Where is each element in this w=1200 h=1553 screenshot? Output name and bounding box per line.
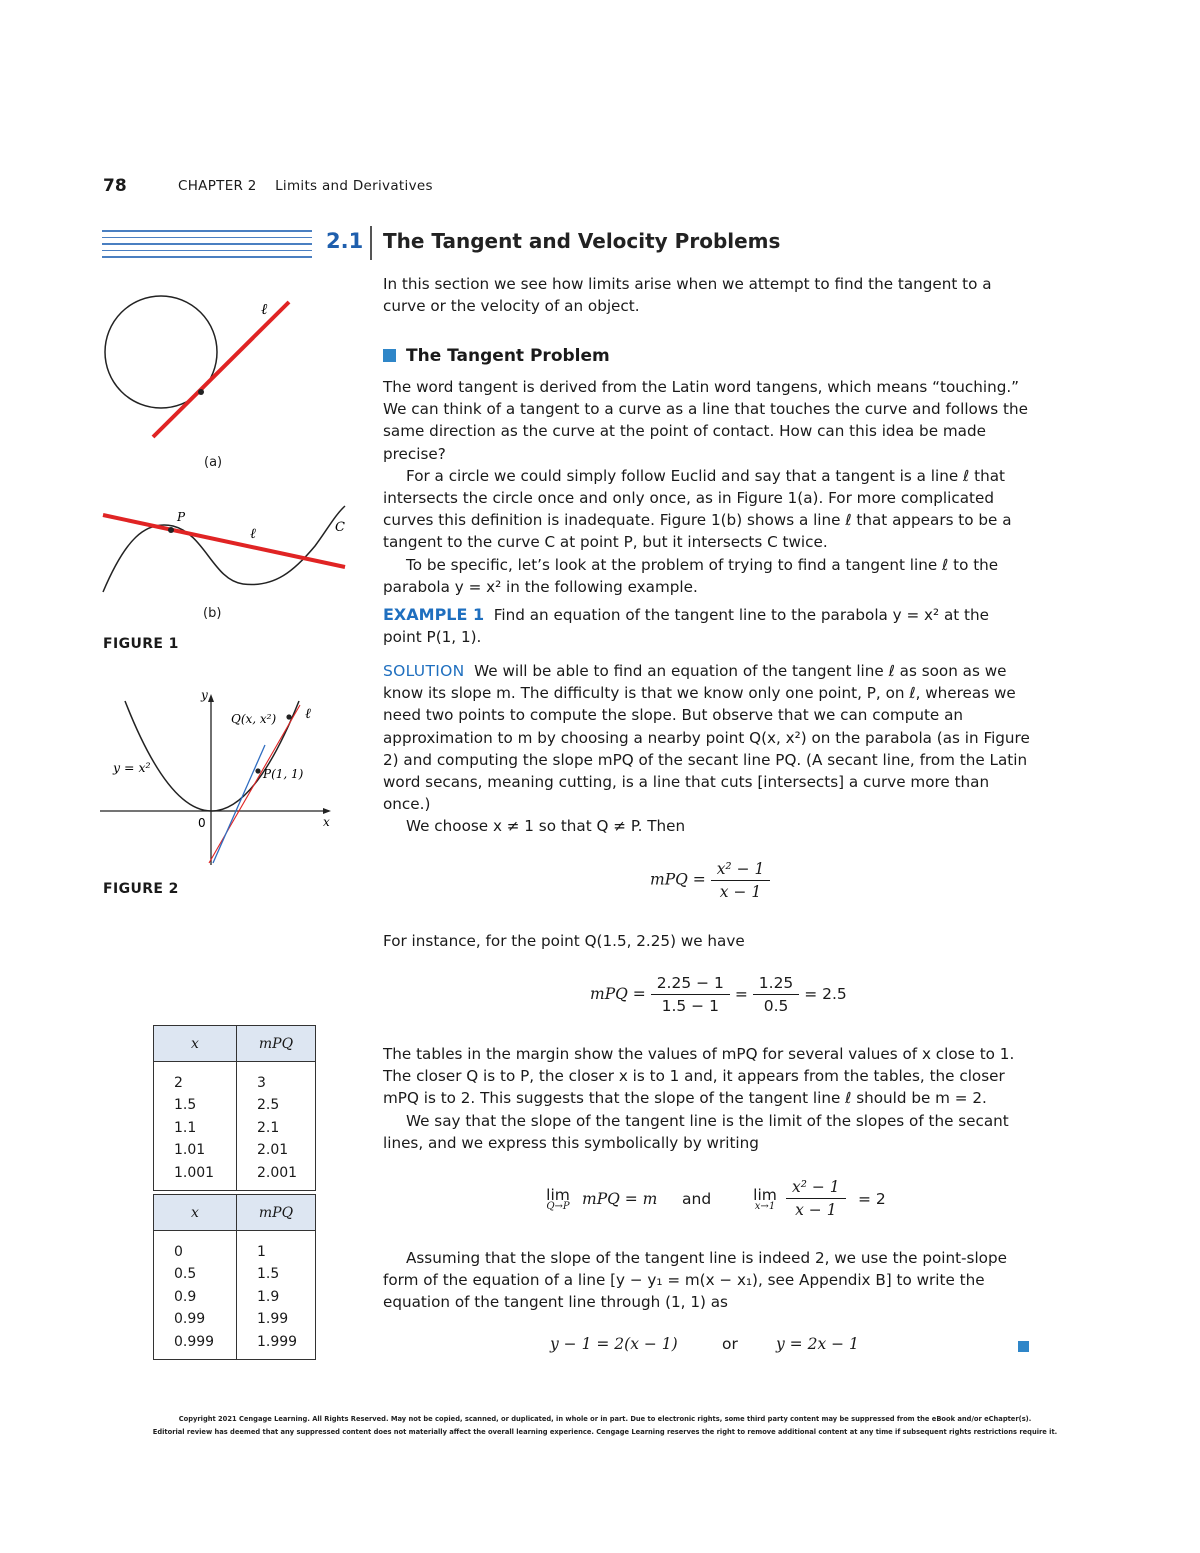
eq1-lhs: mPQ = — [650, 870, 706, 889]
t2-m2: 1.9 — [257, 1288, 280, 1305]
tangent-equation-left: y − 1 = 2(x − 1) — [550, 1335, 678, 1353]
tables-text: The tables in the margin show the values of mPQ for several values of x close to 1. The closer Q is to P, the closer x is to 1 and, it appears from the tables, the closer mPQ is to 2. This suggests that the slope of the tangent line ℓ should be m = 2. — [383, 1045, 1015, 1108]
equation-mpq — [650, 860, 770, 901]
t1-x4: 1.001 — [174, 1164, 215, 1181]
t2-m4: 1.999 — [257, 1333, 298, 1350]
limit-text: We say that the slope of the tangent line is the limit of the slopes of the secant lines, and we express this symbolically by writing — [383, 1111, 1009, 1152]
paragraph-1: The word tangent is derived from the Latin word tangens, which means “touching.” We can think of a tangent to a curve as a line that touches the curve and follows the same direction as the curve at the point of contact. How can this idea be made precise? — [383, 378, 1028, 463]
t2-header-m: mPQ — [237, 1195, 316, 1231]
tangent-line — [153, 302, 289, 437]
section-rule — [102, 230, 312, 263]
t2-x2: 0.9 — [174, 1288, 197, 1305]
example-statement — [383, 604, 1031, 648]
figure-1b — [95, 500, 350, 600]
t1-x3: 1.01 — [174, 1142, 206, 1159]
t1-header-x: x — [154, 1026, 237, 1062]
t1-header-m: mPQ — [237, 1026, 316, 1062]
point-p — [168, 527, 174, 533]
example-1 — [383, 604, 1031, 648]
example-text: Find an equation of the tangent line to the parabola y = x² at the point P(1, 1). — [383, 606, 989, 647]
lim2-result: = 2 — [858, 1190, 886, 1208]
eq2-den1: 1.5 − 1 — [661, 997, 719, 1015]
intro-text: In this section we see how limits arise when we attempt to find the tangent to a curve or the velocity of an object. — [383, 275, 992, 316]
t1-m0: 3 — [257, 1075, 266, 1091]
equation-instance — [590, 974, 847, 1015]
tangent-line-2 — [213, 745, 265, 863]
lim1-body: mPQ = m — [582, 1190, 658, 1208]
fig1b-p: P — [177, 510, 186, 524]
tangent-paragraphs — [383, 376, 1031, 598]
instance-paragraph — [383, 930, 1031, 952]
lim2-sub: x→1 — [754, 1201, 776, 1212]
curve-c — [103, 506, 345, 592]
chapter-label: CHAPTER 2 — [178, 178, 257, 194]
lim2-fraction — [786, 1178, 846, 1219]
t1-x2: 1.1 — [174, 1119, 197, 1136]
t2-x0: 0 — [174, 1244, 183, 1260]
assume-paragraph — [383, 1247, 1031, 1314]
eq2-lhs: mPQ = — [590, 985, 646, 1003]
lim1-sub: Q→P — [546, 1201, 570, 1212]
assume-text: Assuming that the slope of the tangent line is indeed 2, we use the point-slope form of the equation of a line [y − y₁ = m(x − x₁), see Appendix B] to write the equation of the tangent line through (1, 1) as — [383, 1249, 1007, 1312]
t1-x1: 1.5 — [174, 1097, 197, 1114]
equation-limits — [538, 1178, 938, 1224]
t2-x4: 0.999 — [174, 1333, 215, 1350]
tangent-line-b — [103, 515, 345, 567]
point-p-dot — [255, 768, 260, 773]
section-divider — [370, 226, 372, 260]
fig1a-caption: (a) — [204, 455, 223, 470]
t2-x1: 0.5 — [174, 1266, 197, 1283]
t2-x3: 0.99 — [174, 1311, 206, 1328]
t1-m4: 2.001 — [257, 1164, 298, 1181]
lim2-den: x − 1 — [795, 1201, 837, 1219]
paragraph-2: For a circle we could simply follow Euclid and say that a tangent is a line ℓ that intersects the circle once and only once, as in Figure 1(a). For more complicated curves this definition is inadequate. Figure 1(b) shows a line ℓ that appears to be a tangent to the curve C at point P, but it intersects C twice. — [383, 466, 1012, 552]
solution-paragraph — [383, 660, 1031, 815]
fig1b-caption: (b) — [203, 606, 222, 621]
copyright-line-1: Copyright 2021 Cengage Learning. All Rights Reserved. May not be copied, scanned, or duplicated, in whole or in part. Due to electronic rights, some third party content may be suppressed from the eBook and/or eChapter(s). — [178, 1415, 1032, 1423]
t2-m3: 1.99 — [257, 1311, 289, 1328]
eq2-equals: = — [734, 985, 748, 1003]
lim1 — [538, 1186, 578, 1212]
solution — [383, 660, 1031, 838]
lim2-top: lim — [753, 1186, 777, 1204]
solution-label: SOLUTION — [383, 662, 465, 680]
solution-text: We will be able to find an equation of the tangent line ℓ as soon as we know its slope m. The difficulty is that we know only one point, P, on ℓ, whereas we need two points to compute the slope. But observe that we can compute an approximation to m by choosing a nearby point Q(x, x²) on the parabola (as in Figure 2) and computing the slope mPQ of the secant line PQ. (A secant line, from the Latin word secans, meaning cutting, is a line that cuts [intersects] a curve more than once.) — [383, 662, 1030, 814]
section-title: The Tangent and Velocity Problems — [383, 229, 781, 253]
copyright-notice — [110, 1413, 1100, 1439]
t1-x0: 2 — [174, 1075, 183, 1091]
and-word: and — [682, 1190, 712, 1208]
figure-2 — [95, 685, 345, 870]
subheading — [383, 346, 610, 366]
eq2-num1: 2.25 − 1 — [651, 974, 730, 995]
tangent-point — [198, 389, 204, 395]
page-number: 78 — [103, 176, 127, 196]
lim1-top: lim — [546, 1186, 570, 1204]
fig2-origin: 0 — [198, 816, 206, 830]
figure-2-label: FIGURE 2 — [103, 881, 179, 897]
example-label: EXAMPLE 1 — [383, 605, 485, 624]
eq1-denominator: x − 1 — [719, 883, 762, 901]
t1-m2: 2.1 — [257, 1119, 280, 1136]
subheading-text: The Tangent Problem — [406, 346, 610, 366]
t1-col-x — [154, 1062, 237, 1191]
bullet-square-icon — [383, 349, 396, 362]
table-x-greater-than-1 — [153, 1025, 316, 1191]
t2-col-x — [154, 1231, 237, 1360]
instance-text: For instance, for the point Q(1.5, 2.25) we have — [383, 932, 745, 950]
t1-m1: 2.5 — [257, 1097, 280, 1114]
copyright-line-2: Editorial review has deemed that any suppressed content does not materially affect the overall learning experience. Cengage Learning reserves the right to remove additional content at any time if subsequent rights restrictions require it. — [152, 1428, 1058, 1436]
fig1b-ell: ℓ — [250, 526, 256, 542]
lim2 — [745, 1186, 785, 1212]
lim2-num: x² − 1 — [786, 1178, 846, 1199]
chapter-title: Limits and Derivatives — [275, 178, 433, 194]
fig2-x-label: x — [323, 815, 330, 829]
t2-m1: 1.5 — [257, 1266, 280, 1283]
eq1-numerator: x² − 1 — [711, 860, 771, 881]
t2-header-x: x — [154, 1195, 237, 1231]
paragraph-3: To be specific, let’s look at the problem of trying to find a tangent line ℓ to the parabola y = x² in the following example. — [383, 555, 999, 596]
point-q-dot — [286, 714, 291, 719]
tangent-equation-right: y = 2x − 1 — [776, 1335, 859, 1353]
t2-col-m — [237, 1231, 316, 1360]
fig2-q-label: Q(x, x²) — [231, 712, 277, 726]
eq2-num2: 1.25 — [753, 974, 800, 995]
figure-1a — [95, 285, 310, 455]
fig1b-c: C — [335, 520, 345, 535]
x-axis-arrow-icon — [323, 808, 331, 814]
t1-m3: 2.01 — [257, 1142, 289, 1159]
figure-1-label: FIGURE 1 — [103, 636, 179, 652]
end-of-example-icon — [1018, 1341, 1029, 1352]
intro-paragraph — [383, 273, 1031, 317]
tables-paragraph — [383, 1043, 1031, 1154]
eq2-fraction-2 — [753, 974, 800, 1015]
eq1-fraction — [711, 860, 771, 901]
fig1a-ell: ℓ — [261, 300, 268, 318]
eq2-den2: 0.5 — [763, 997, 789, 1015]
fig2-y-label: y — [201, 688, 208, 702]
section-number: 2.1 — [326, 229, 364, 253]
fig2-ell: ℓ — [305, 706, 311, 722]
y-axis-arrow-icon — [208, 694, 214, 702]
running-head — [178, 178, 433, 194]
fig2-p-label: P(1, 1) — [263, 767, 304, 781]
secant-line — [209, 705, 300, 863]
or-word: or — [722, 1335, 738, 1353]
table-x-less-than-1 — [153, 1194, 316, 1360]
eq2-result: = 2.5 — [804, 985, 847, 1003]
t1-col-m — [237, 1062, 316, 1191]
choose-text: We choose x ≠ 1 so that Q ≠ P. Then — [406, 817, 686, 836]
eq2-fraction-1 — [651, 974, 730, 1015]
fig2-curve-label: y = x² — [113, 760, 151, 775]
t2-m0: 1 — [257, 1244, 266, 1260]
